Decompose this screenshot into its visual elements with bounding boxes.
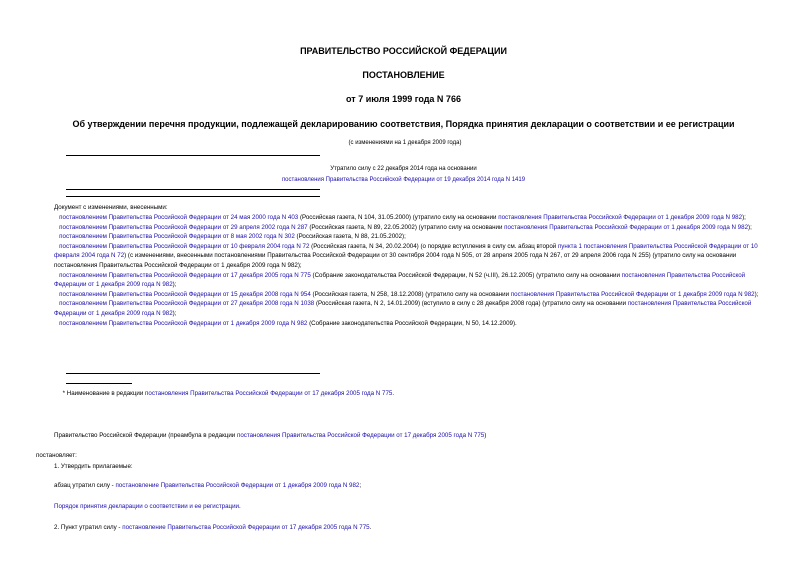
item-2-text: 2. Пункт утратил силу - <box>54 524 123 531</box>
change-link-2[interactable]: постановления Правительства Российской Федерации от 1 декабря 2009 года N 982 <box>510 290 755 298</box>
change-link[interactable]: постановлением Правительства Российской Федерации от 24 мая 2000 года N 403 <box>59 214 299 221</box>
change-link-2[interactable]: пункта 1 постановления Правительства Российской Федерации от 10 февраля 2004 года N 72 <box>54 242 758 260</box>
footnote-link[interactable]: постановления Правительства Российской Федерации от 17 декабря 2005 года N 775 <box>145 390 393 397</box>
change-link[interactable]: постановлением Правительства Российской Федерации от 29 апреля 2002 года N 287 <box>59 223 308 231</box>
list-item <box>54 213 770 223</box>
lost-force-text: Утратило силу с 22 декабря 2014 года на основании <box>330 166 477 172</box>
change-tail: ); <box>742 214 746 221</box>
change-text: (Российская газета, N 2, 14.01.2009) (вступило в силу с 28 декабря 2008 года) (утратило силу на основании <box>314 300 628 308</box>
change-text: (Российская газета, N 258, 18.12.2008) (утратило силу на основании <box>310 290 511 298</box>
change-text: (Собрание законодательства Российской Федерации, N 52 (ч.III), 26.12.2005) (утратило силу на основании <box>310 271 622 279</box>
change-link-2[interactable]: постановления Правительства Российской Федерации от 1 декабря 2009 года N 982 <box>54 300 752 317</box>
abzac-tail: ; <box>359 482 362 489</box>
document-title: Об утверждении перечня продукции, подлежащей декларированию соответствия, Порядка принятия декларации о соответствии и ее регистрации <box>72 119 735 129</box>
changes-header: Документ с изменениями, внесенными: <box>54 204 168 211</box>
change-text: (Российская газета, N 88, 21.05.2002); <box>294 233 406 241</box>
date-number-heading: от 7 июля 1999 года N 766 <box>346 94 461 104</box>
changes-list <box>54 213 770 328</box>
change-link[interactable]: постановлением Правительства Российской Федерации от 17 декабря 2005 года N 775 <box>59 271 311 279</box>
preamble-text: Правительство Российской Федерации (преамбула в редакции <box>54 432 237 439</box>
list-item <box>54 319 770 329</box>
abzac-link[interactable]: постановление Правительства Российской Федерации от 1 декабря 2009 года N 982 <box>115 482 360 489</box>
list-item <box>54 271 770 290</box>
change-link[interactable]: постановлением Правительства Российской Федерации от 15 декабря 2008 года N 954 <box>59 290 311 298</box>
order-tail: . <box>239 503 241 510</box>
list-item <box>54 223 770 233</box>
change-text: (Российская газета, N 104, 31.05.2000) (утратило силу на основании <box>298 214 499 221</box>
change-tail: ); <box>172 281 177 289</box>
change-link[interactable]: постановлением Правительства Российской Федерации от 10 февраля 2004 года N 72 <box>59 242 310 250</box>
change-link[interactable]: постановлением Правительства Российской Федерации от 1 декабря 2009 года N 982 <box>59 319 308 327</box>
preamble-link[interactable]: постановления Правительства Российской Федерации от 17 декабря 2005 года N 775 <box>236 432 485 439</box>
preamble-tail: ) <box>484 432 487 439</box>
lost-force-link[interactable]: постановления Правительства Российской Федерации от 19 декабря 2014 года N 1419 <box>281 177 526 183</box>
preamble <box>54 432 486 439</box>
change-link[interactable]: постановлением Правительства Российской Федерации от 8 мая 2002 года N 302 <box>59 233 295 241</box>
footnote <box>54 390 394 397</box>
list-item <box>54 242 770 271</box>
divider-mid-2 <box>66 196 320 197</box>
list-item <box>54 290 770 300</box>
order-link[interactable]: Порядок принятия декларации о соответствии и ее регистрации <box>54 503 240 510</box>
abzac-line <box>54 482 361 489</box>
footnote-divider <box>66 383 132 384</box>
change-tail: ); <box>172 309 177 317</box>
doc-type-heading: ПОСТАНОВЛЕНИЕ <box>362 70 445 80</box>
footnote-text: * Наименование в редакции <box>62 390 146 397</box>
order-line <box>54 503 241 510</box>
divider-mid-1 <box>66 189 320 190</box>
change-tail: ); <box>754 290 759 298</box>
change-link-2[interactable]: постановления Правительства Российской Федерации от 1 декабря 2009 года N 982 <box>54 271 746 289</box>
divider-bottom <box>66 373 320 374</box>
change-text: (Российская газета, N 34, 20.02.2004) (о порядке вступления в силу см. абзац второй <box>309 242 558 250</box>
footnote-tail: . <box>392 390 395 397</box>
decides: постановляет: <box>36 452 77 459</box>
change-link-2[interactable]: постановления Правительства Российской Федерации от 1 декабря 2009 года N 982 <box>504 223 749 231</box>
item-2-tail: . <box>369 524 372 531</box>
list-item <box>54 299 770 318</box>
abzac-text: абзац утратил силу - <box>54 482 116 489</box>
change-text: (Собрание законодательства Российской Федерации, N 50, 14.12.2009). <box>307 319 517 327</box>
change-link[interactable]: постановлением Правительства Российской Федерации от 27 декабря 2008 года N 1038 <box>59 300 315 308</box>
change-tail: ) (с изменениями, внесенными постановлениями Правительства Российской Федерации от 30 сентября 2004 года N 505, от 28 апреля 2005 года N 267, от 29 апреля 2006 года N 255) (утратило силу на основании постановления Правительства Российской Федерации от 1 декабря 2009 года N 982); <box>54 252 737 269</box>
divider-top <box>66 155 320 156</box>
change-text: (Российская газета, N 89, 22.05.2002) (утратило силу на основании <box>307 223 505 231</box>
change-link-2[interactable]: постановления Правительства Российской Федерации от 1 декабря 2009 года N 982 <box>498 214 743 221</box>
change-tail: ); <box>748 223 752 231</box>
edition-note: (с изменениями на 1 декабря 2009 года) <box>348 140 462 146</box>
item-2 <box>54 524 371 531</box>
list-item <box>54 232 770 242</box>
item-2-link[interactable]: постановление Правительства Российской Федерации от 17 декабря 2005 года N 775 <box>122 524 370 531</box>
issuer-heading: ПРАВИТЕЛЬСТВО РОССИЙСКОЙ ФЕДЕРАЦИИ <box>300 46 507 56</box>
item-1: 1. Утвердить прилагаемые: <box>54 463 133 470</box>
